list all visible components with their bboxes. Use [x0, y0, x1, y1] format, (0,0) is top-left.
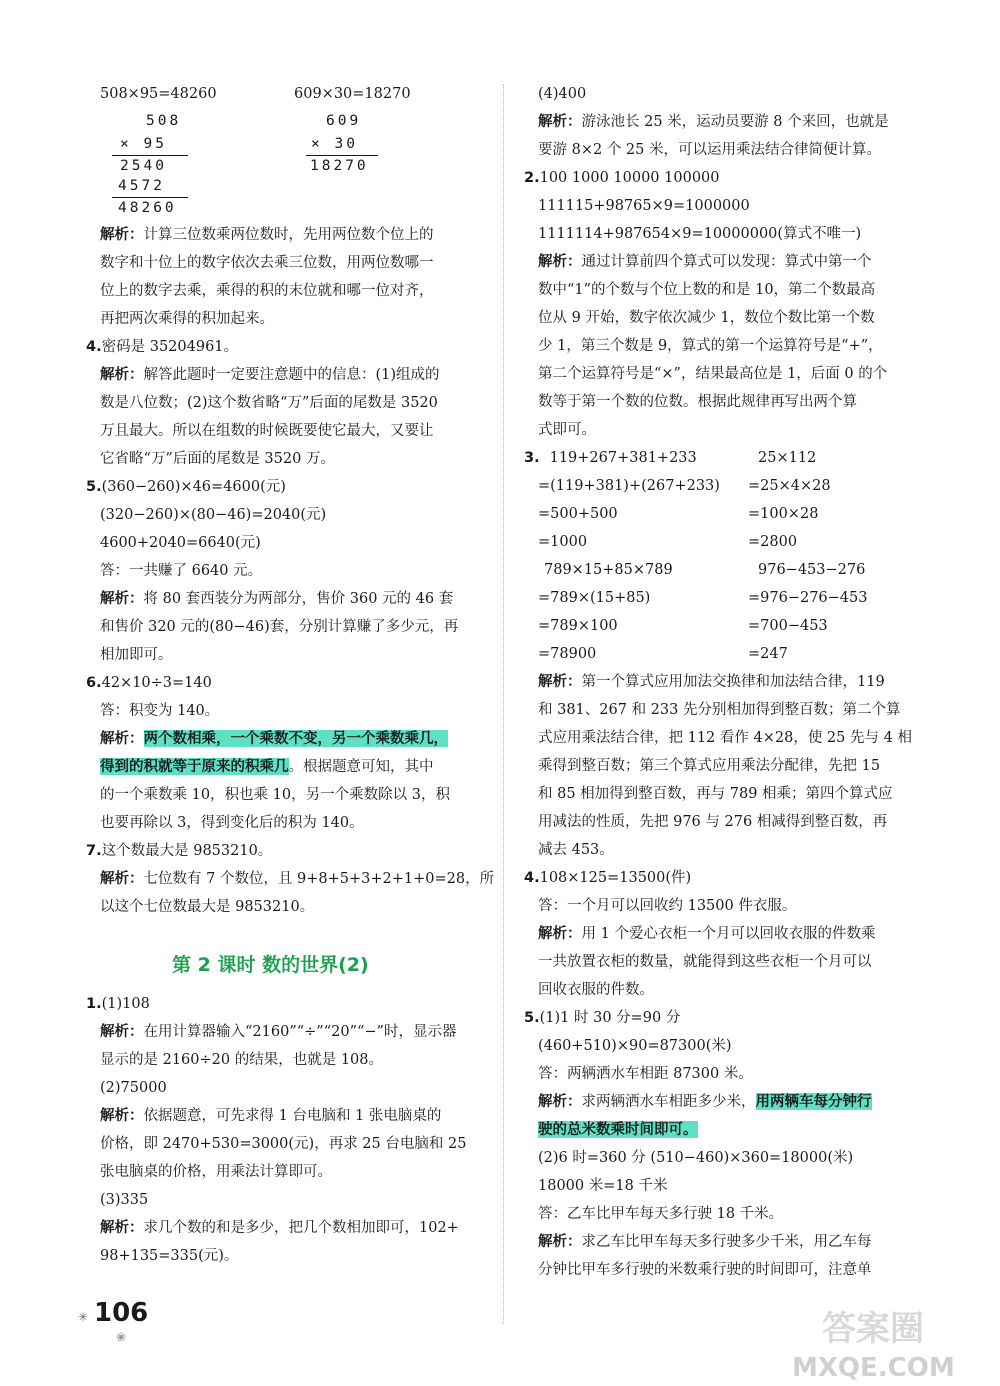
analysis-text: 数是八位数；(2)这个数省略“万”后面的尾数是 3520 — [100, 395, 438, 411]
answer-text: 18000 米=18 千米 — [538, 1178, 668, 1194]
section-title: 第 2 课时 数的世界(2) — [172, 954, 369, 976]
vmul1-row1: 508 — [146, 113, 182, 129]
analysis-text: 游泳池长 25 米，运动员要游 8 个来回，也就是 — [581, 114, 889, 130]
analysis-text: 解答此题时一定要注意题中的信息：(1)组成的 — [143, 367, 440, 383]
vmul1-row5: 48260 — [118, 200, 177, 216]
answer-text: 1111114+987654×9=10000000(算式不唯一) — [538, 226, 862, 242]
calc-step: =(119+381)+(267+233) — [538, 478, 720, 494]
answer-text: 这个数最大是 9853210。 — [101, 843, 273, 859]
analysis-text: 价格，即 2470+530=3000(元)，再求 25 台电脑和 25 — [100, 1136, 467, 1152]
analysis-text: 一共放置衣柜的数量，就能得到这些衣柜一个月可以 — [538, 954, 872, 970]
question-number: 5. — [86, 479, 102, 495]
answer-text: 答：一个月可以回收约 13500 件衣服。 — [538, 898, 797, 914]
watermark-top: 答案圈 — [822, 1309, 924, 1349]
analysis-text: 回收衣服的件数。 — [538, 982, 654, 998]
analysis-text: 位从 9 开始，数字依次减少 1，数位个数比第一个数 — [538, 310, 875, 326]
analysis-text: 。根据题意可知，其中 — [288, 759, 434, 775]
calc-step: 789×15+85×789 — [544, 562, 673, 578]
analysis-label: 解析： — [538, 114, 582, 130]
answer-text: 答：一共赚了 6640 元。 — [100, 563, 263, 579]
highlighted-text: 得到的积就等于原来的积乘几 — [100, 758, 289, 775]
calc-609: 609×30=18270 — [294, 86, 411, 102]
question-number: 4. — [86, 339, 102, 355]
analysis-label: 解析： — [538, 674, 582, 690]
analysis-text: 式应用乘法结合律，把 112 看作 4×28，使 25 先与 4 相 — [538, 730, 912, 746]
analysis-text: 和 381、267 和 233 先分别相加得到整百数；第二个算 — [538, 702, 901, 718]
vmul1-row2: × 95 — [120, 136, 167, 152]
answer-text: (1)108 — [101, 996, 150, 1012]
question-number: 4. — [524, 870, 540, 886]
analysis-text: 的一个乘数乘 10，积也乘 10，另一个乘数除以 3，积 — [100, 787, 450, 803]
calc-step: =78900 — [538, 646, 597, 662]
answer-text: (1)1 时 30 分=90 分 — [539, 1010, 681, 1026]
analysis-label: 解析： — [100, 367, 144, 383]
star-icon: ✳ — [78, 1310, 89, 1324]
calc-step: 25×112 — [758, 450, 817, 466]
question-number: 5. — [524, 1010, 540, 1026]
analysis-text: 通过计算前四个算式可以发现：算式中第一个 — [581, 254, 872, 270]
analysis-text: 求乙车比甲车每天多行驶多少千米，用乙车每 — [581, 1234, 872, 1250]
question-number: 2. — [524, 170, 540, 186]
analysis-text: 相加即可。 — [100, 647, 173, 663]
calc-step: =2800 — [748, 534, 798, 550]
calc-step: =700−453 — [748, 618, 828, 634]
analysis-text: 再把两次乘得的积加起来。 — [100, 311, 274, 327]
analysis-text: 七位数有 7 个数位，且 9+8+5+3+2+1+0=28，所 — [143, 871, 495, 887]
calc-step: =247 — [748, 646, 788, 662]
calc-step: =25×4×28 — [748, 478, 831, 494]
analysis-label: 解析： — [538, 1234, 582, 1250]
analysis-text: 显示的是 2160÷20 的结果，也就是 108。 — [100, 1052, 384, 1068]
answer-text: (320−260)×(80−46)=2040(元) — [100, 507, 327, 523]
answer-text: (2)75000 — [100, 1080, 167, 1096]
analysis-label: 解析： — [538, 1094, 582, 1110]
highlighted-text: 用两辆车每分钟行 — [755, 1093, 872, 1110]
analysis-text: 要游 8×2 个 25 米，可以运用乘法结合律简便计算。 — [538, 142, 881, 158]
analysis-text: 减去 453。 — [538, 842, 614, 858]
analysis-text: 在用计算器输入“2160”“÷”“20”“−”时，显示器 — [143, 1024, 457, 1040]
calc-step: =100×28 — [748, 506, 819, 522]
answer-text: 111115+98765×9=1000000 — [538, 198, 750, 214]
answer-text: (360−260)×46=4600(元) — [101, 479, 286, 495]
question-number: 6. — [86, 675, 102, 691]
analysis-label: 解析： — [538, 254, 582, 270]
page-number: 106 — [94, 1298, 149, 1328]
answer-text: 答：乙车比甲车每天多行驶 18 千米。 — [538, 1206, 784, 1222]
answer-text: (2)6 时=360 分 (510−460)×360=18000(米) — [538, 1150, 854, 1166]
analysis-text: 98+135=335(元)。 — [100, 1248, 239, 1264]
analysis-text: 乘得到整百数；第三个算式应用乘法分配律，先把 15 — [538, 758, 881, 774]
calc-step: =500+500 — [538, 506, 618, 522]
calc-step: 119+267+381+233 — [549, 450, 697, 466]
analysis-text: 第一个算式应用加法交换律和加法结合律，119 — [581, 674, 885, 690]
column-divider — [503, 84, 504, 1324]
answer-text: 密码是 35204961。 — [101, 339, 239, 355]
calc-508: 508×95=48260 — [100, 86, 217, 102]
vmul1-row3: 2540 — [120, 158, 167, 174]
analysis-label: 解析： — [538, 926, 582, 942]
analysis-label: 解析： — [100, 731, 144, 747]
answer-text: 答：两辆洒水车相距 87300 米。 — [538, 1066, 753, 1082]
analysis-text: 数中“1”的个数与个位上数的和是 10，第二个数最高 — [538, 282, 876, 298]
analysis-text: 和 85 相加得到整百数，再与 789 相乘；第四个算式应 — [538, 786, 893, 802]
answer-text: (3)335 — [100, 1192, 149, 1208]
analysis-text: 计算三位数乘两位数时，先用两位数个位上的 — [143, 227, 434, 243]
analysis-text: 少 1，第三个数是 9，算式的第一个运算符号是“+”， — [538, 338, 883, 354]
analysis-label: 解析： — [100, 1024, 144, 1040]
analysis-text: 数字和十位上的数字依次去乘三位数，用两位数哪一 — [100, 255, 434, 271]
question-number: 3. — [524, 450, 540, 466]
answer-text: (4)400 — [538, 86, 587, 102]
calc-step: =789×100 — [538, 618, 618, 634]
analysis-label: 解析： — [100, 1108, 144, 1124]
calc-step: 976−453−276 — [758, 562, 866, 578]
vmul2-row2: × 30 — [311, 136, 358, 152]
analysis-text: 求两辆洒水车相距多少米， — [581, 1094, 756, 1110]
analysis-text: 求几个数的和是多少，把几个数相加即可，102+ — [143, 1220, 459, 1236]
question-number: 1. — [86, 996, 102, 1012]
answer-text: (460+510)×90=87300(米) — [538, 1038, 732, 1054]
analysis-label: 解析： — [100, 591, 144, 607]
analysis-label: 解析： — [100, 227, 144, 243]
analysis-text: 位上的数字去乘，乘得的积的末位就和哪一位对齐， — [100, 283, 434, 299]
analysis-text: 数等于第一个数的位数。根据此规律再写出两个算 — [538, 394, 857, 410]
analysis-label: 解析： — [100, 871, 144, 887]
flower-icon: ❀ — [116, 1330, 127, 1344]
analysis-text: 张电脑桌的价格，用乘法计算即可。 — [100, 1164, 332, 1180]
answer-text: 42×10÷3=140 — [101, 675, 212, 691]
vmul1-row4: 4572 — [118, 178, 165, 194]
vmul2-row3: 18270 — [310, 158, 369, 174]
answer-text: 100 1000 10000 100000 — [539, 170, 720, 186]
analysis-label: 解析： — [100, 1220, 144, 1236]
watermark-logo — [782, 1300, 992, 1380]
calc-step: =976−276−453 — [748, 590, 868, 606]
answer-text: 108×125=13500(件) — [539, 870, 692, 886]
analysis-text: 依据题意，可先求得 1 台电脑和 1 张电脑桌的 — [143, 1108, 442, 1124]
highlighted-text: 驶的总米数乘时间即可。 — [538, 1121, 698, 1138]
calc-step: =1000 — [538, 534, 588, 550]
vmul2-row1: 609 — [326, 113, 362, 129]
question-number: 7. — [86, 843, 102, 859]
answer-text: 4600+2040=6640(元) — [100, 535, 261, 551]
analysis-text: 也要再除以 3，得到变化后的积为 140。 — [100, 815, 364, 831]
analysis-text: 以这个七位数最大是 9853210。 — [100, 899, 315, 915]
analysis-text: 用减法的性质，先把 976 与 276 相减得到整百数，再 — [538, 814, 888, 830]
highlighted-text: 两个数相乘，一个乘数不变，另一个乘数乘几， — [143, 730, 448, 747]
analysis-text: 分钟比甲车多行驶的米数乘行驶的时间即可，注意单 — [538, 1262, 872, 1278]
answer-text: 答：积变为 140。 — [100, 703, 220, 719]
analysis-text: 它省略“万”后面的尾数是 3520 万。 — [100, 451, 335, 467]
analysis-text: 式即可。 — [538, 422, 596, 438]
analysis-text: 和售价 320 元的(80−46)套，分别计算赚了多少元，再 — [100, 619, 459, 635]
analysis-text: 用 1 个爱心衣柜一个月可以回收衣服的件数乘 — [581, 926, 876, 942]
analysis-text: 万且最大。所以在组数的时候既要使它最大，又要让 — [100, 423, 434, 439]
analysis-text: 将 80 套西装分为两部分，售价 360 元的 46 套 — [143, 591, 454, 607]
calc-step: =789×(15+85) — [538, 590, 651, 606]
analysis-text: 第二个运算符号是“×”，结果最高位是 1，后面 0 的个 — [538, 366, 888, 382]
watermark-bottom: MXQE.COM — [792, 1353, 955, 1380]
